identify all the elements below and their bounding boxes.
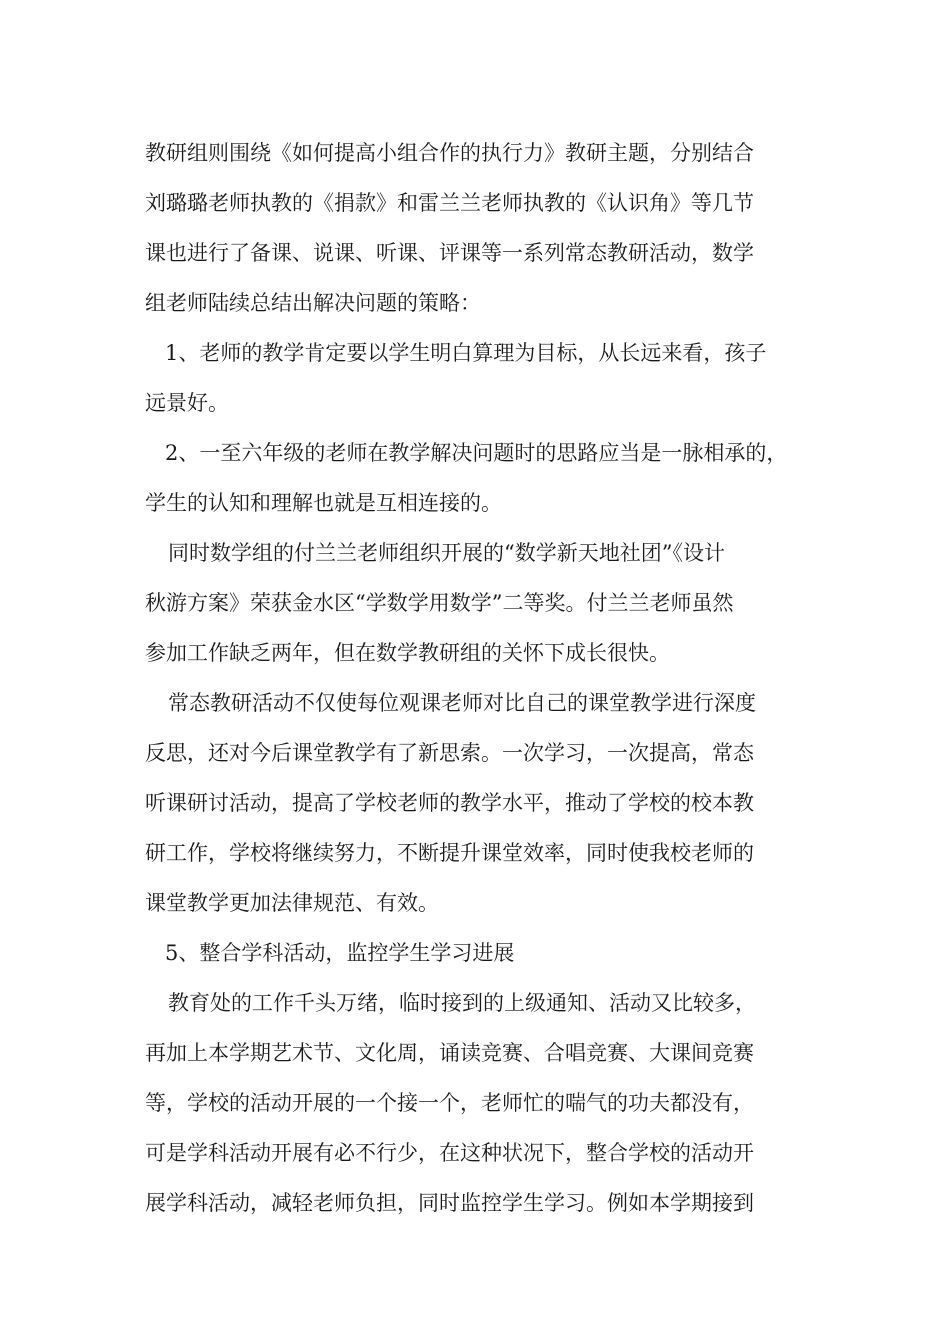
list-item-line: 2、一至六年级的老师在教学解决问题时的思路应当是一脉相承的， [165, 441, 788, 465]
body-text-line: 刘璐璐老师执教的《捐款》和雷兰兰老师执教的《认识角》等几节 [145, 191, 754, 215]
paragraph-line: 课堂教学更加法律规范、有效。 [145, 891, 439, 915]
section-heading: 5、整合学科活动，监控学生学习进展 [165, 941, 515, 965]
paragraph-line: 同时数学组的付兰兰老师组织开展的“数学新天地社团”《设计 [168, 541, 725, 565]
body-text-line: 课也进行了备课、说课、听课、评课等一系列常态教研活动，数学 [145, 241, 754, 265]
paragraph-line: 反思，还对今后课堂教学有了新思索。一次学习，一次提高，常态 [145, 741, 754, 765]
paragraph-line: 听课研讨活动，提高了学校老师的教学水平，推动了学校的校本教 [145, 791, 754, 815]
paragraph-line: 再加上本学期艺术节、文化周，诵读竞赛、合唱竞赛、大课间竞赛 [145, 1041, 754, 1065]
paragraph-line: 研工作，学校将继续努力，不断提升课堂效率，同时使我校老师的 [145, 841, 754, 865]
paragraph-line: 秋游方案》荣获金水区“学数学用数学”二等奖。付兰兰老师虽然 [145, 591, 734, 615]
paragraph-line: 展学科活动，减轻老师负担，同时监控学生学习。例如本学期接到 [145, 1191, 754, 1215]
paragraph-line: 可是学科活动开展有必不行少，在这种状况下，整合学校的活动开 [145, 1141, 754, 1165]
list-item-line: 1、老师的教学肯定要以学生明白算理为目标，从长远来看，孩子 [165, 341, 767, 365]
paragraph-line: 参加工作缺乏两年，但在数学教研组的关怀下成长很快。 [145, 641, 670, 665]
list-item-line: 远景好。 [145, 391, 229, 415]
list-item-line: 学生的认知和理解也就是互相连接的。 [145, 491, 502, 515]
paragraph-line: 常态教研活动不仅使每位观课老师对比自己的课堂教学进行深度 [168, 691, 756, 715]
paragraph-line: 等，学校的活动开展的一个接一个，老师忙的喘气的功夫都没有， [145, 1091, 754, 1115]
body-text-line: 教研组则围绕《如何提高小组合作的执行力》教研主题，分别结合 [145, 141, 754, 165]
body-text-line: 组老师陆续总结出解决问题的策略： [145, 291, 481, 315]
paragraph-line: 教育处的工作千头万绪，临时接到的上级通知、活动又比较多， [168, 991, 756, 1015]
